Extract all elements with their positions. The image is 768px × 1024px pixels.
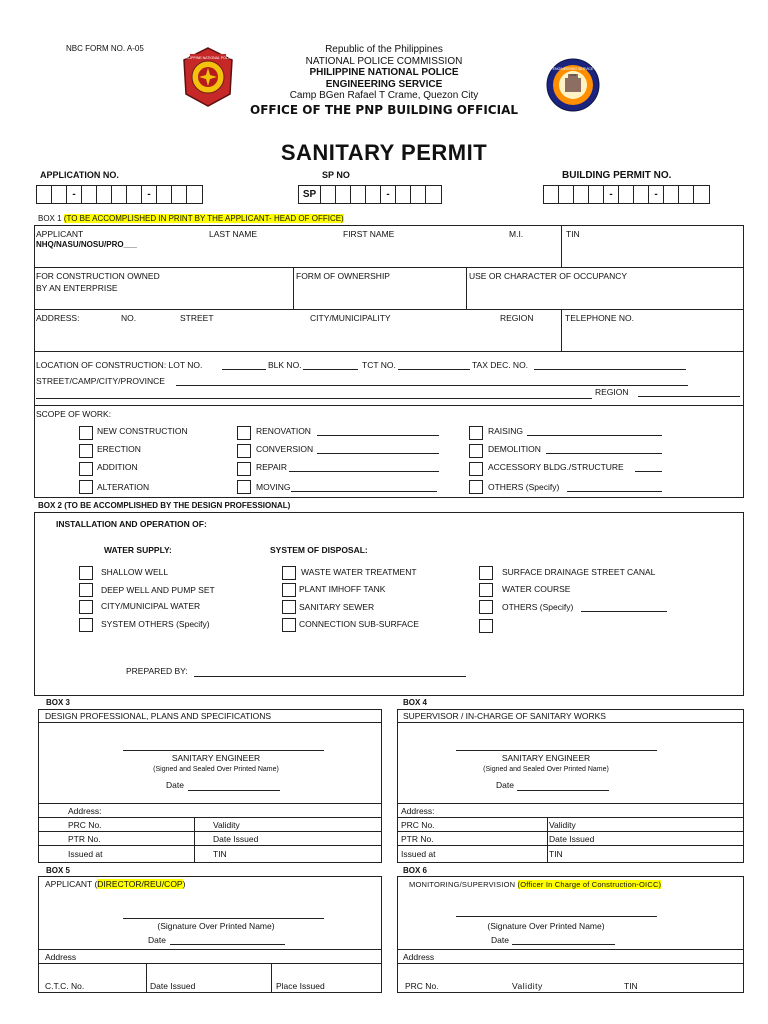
header-republic: Republic of the Philippines: [325, 44, 443, 55]
box5-frame: [38, 876, 382, 993]
header-office: OFFICE OF THE PNP BUILDING OFFICIAL: [250, 102, 518, 117]
building-permit-no-field[interactable]: - -: [543, 185, 710, 204]
scope-erection: ERECTION: [97, 444, 141, 454]
water-course-checkbox[interactable]: [479, 583, 493, 597]
box5-address: Address: [45, 952, 77, 962]
scope-raising: RAISING: [488, 426, 523, 436]
box2-label: BOX 2 (TO BE ACCOMPLISHED BY THE DESIGN PROFESSIONAL): [38, 501, 291, 510]
system-others-checkbox[interactable]: [79, 618, 93, 632]
box5-applicant: APPLICANT (DIRECTOR/REU/COP): [45, 879, 186, 889]
ws-shallow-well: SHALLOW WELL: [101, 567, 169, 577]
box3-signed: (Signed and Sealed Over Printed Name): [153, 766, 279, 773]
new-construction-checkbox[interactable]: [79, 426, 93, 440]
svg-text:1994: 1994: [569, 73, 577, 77]
box4-prc: PRC No.: [401, 820, 435, 830]
building-permit-no-label: BUILDING PERMIT NO.: [562, 170, 672, 181]
scope-moving: MOVING: [256, 482, 291, 492]
box6-tin: TIN: [624, 981, 638, 991]
box5-ctc: C.T.C. No.: [45, 981, 85, 991]
header-block: [0, 44, 768, 116]
box1-label: BOX 1 (TO BE ACCOMPLISHED IN PRINT BY THE APPLICANT- HEAD OF OFFICE): [38, 214, 344, 223]
scope-demolition: DEMOLITION: [488, 444, 541, 454]
sanitary-sewer-checkbox[interactable]: [282, 600, 296, 614]
box3-date-label: Date: [166, 780, 184, 790]
box6-date-label: Date: [491, 935, 509, 945]
svg-text:PHILIPPINE NATIONAL POLICE: PHILIPPINE NATIONAL POLICE: [182, 56, 234, 60]
box6-label: BOX 6: [403, 866, 428, 875]
box4-address: Address:: [401, 806, 435, 816]
ws-deep-well: DEEP WELL AND PUMP SET: [101, 585, 215, 595]
box3-tin: TIN: [213, 849, 227, 859]
repair-checkbox[interactable]: [237, 462, 251, 476]
application-no-label: APPLICATION NO.: [40, 170, 119, 180]
box3-validity: Validity: [213, 820, 240, 830]
accessory-checkbox[interactable]: [469, 462, 483, 476]
waste-water-checkbox[interactable]: [282, 566, 296, 580]
box4-date-issued: Date Issued: [549, 834, 595, 844]
addition-checkbox[interactable]: [79, 462, 93, 476]
taxdec-label: TAX DEC. NO.: [472, 360, 529, 370]
box3-issued-at: Issued at: [68, 849, 103, 859]
disposal-label: SYSTEM OF DISPOSAL:: [270, 545, 368, 555]
ws-system-others: SYSTEM OTHERS (Specify): [101, 619, 210, 629]
no-label: NO.: [121, 313, 137, 323]
sp-no-label: SP NO: [322, 170, 350, 180]
box5-signature: (Signature Over Printed Name): [157, 921, 275, 931]
box3-title: DESIGN PROFESSIONAL, PLANS AND SPECIFICATIONS: [45, 711, 272, 721]
box3-label: BOX 3: [46, 698, 71, 707]
installation-label: INSTALLATION AND OPERATION OF:: [56, 519, 207, 529]
page-title: SANITARY PERMIT: [280, 140, 488, 165]
alteration-checkbox[interactable]: [79, 480, 93, 494]
imhoff-checkbox[interactable]: [282, 583, 296, 597]
tin-label: TIN: [566, 229, 580, 239]
city-water-checkbox[interactable]: [79, 600, 93, 614]
box5-date-label: Date: [148, 935, 166, 945]
box4-issued-at: Issued at: [401, 849, 436, 859]
blk-label: BLK NO.: [268, 360, 302, 370]
shallow-well-checkbox[interactable]: [79, 566, 93, 580]
deep-well-checkbox[interactable]: [79, 583, 93, 597]
header-pnp: PHILIPPINE NATIONAL POLICE: [309, 67, 459, 78]
demolition-checkbox[interactable]: [469, 444, 483, 458]
extra-checkbox[interactable]: [479, 619, 493, 633]
svg-text:ENGINEERING SERVICE: ENGINEERING SERVICE: [552, 67, 594, 71]
last-name-label: LAST NAME: [209, 229, 258, 239]
box6-frame: [397, 876, 744, 993]
header-engineering: ENGINEERING SERVICE: [325, 78, 443, 90]
first-name-label: FIRST NAME: [343, 229, 395, 239]
location-lot-label: LOCATION OF CONSTRUCTION: LOT NO.: [36, 360, 203, 370]
others-disposal-checkbox[interactable]: [479, 600, 493, 614]
box4-tin: TIN: [549, 849, 563, 859]
others-checkbox[interactable]: [469, 480, 483, 494]
disp-water-course: WATER COURSE: [502, 584, 571, 594]
scope-new-construction: NEW CONSTRUCTION: [97, 426, 188, 436]
sub-surface-checkbox[interactable]: [282, 618, 296, 632]
region2-label: REGION: [595, 387, 629, 397]
applicant-label: APPLICANT: [36, 229, 84, 239]
box6-validity: Validity: [512, 981, 543, 991]
box5-date-issued: Date Issued: [150, 981, 196, 991]
region-label: REGION: [500, 313, 534, 323]
street-label: STREET: [180, 313, 214, 323]
form-of-ownership-label: FORM OF OWNERSHIP: [296, 271, 390, 281]
box4-engineer: SANITARY ENGINEER: [501, 753, 591, 763]
use-of-occupancy-label: USE OR CHARACTER OF OCCUPANCY: [469, 271, 628, 281]
unit-label: NHQ/NASU/NOSU/PRO___: [36, 240, 137, 249]
scope-conversion: CONVERSION: [256, 444, 314, 454]
disp-surface-drainage: SURFACE DRAINAGE STREET CANAL: [502, 567, 656, 577]
erection-checkbox[interactable]: [79, 444, 93, 458]
scope-renovation: RENOVATION: [256, 426, 311, 436]
application-no-field[interactable]: - -: [36, 185, 203, 204]
ws-city-water: CITY/MUNICIPAL WATER: [101, 601, 201, 611]
renovation-checkbox[interactable]: [237, 426, 251, 440]
box3-address: Address:: [68, 806, 102, 816]
box3-prc: PRC No.: [68, 820, 102, 830]
box6-address: Address: [403, 952, 435, 962]
box4-title: SUPERVISOR / IN-CHARGE OF SANITARY WORKS: [403, 711, 606, 721]
disp-sub-surface: CONNECTION SUB-SURFACE: [299, 619, 419, 629]
header-napolcom: NATIONAL POLICE COMMISSION: [305, 55, 463, 67]
disp-others: OTHERS (Specify): [502, 602, 574, 612]
prepared-by-label: PREPARED BY:: [126, 666, 188, 676]
conversion-checkbox[interactable]: [237, 444, 251, 458]
box4-ptr: PTR No.: [401, 834, 434, 844]
scope-others: OTHERS (Specify): [488, 482, 560, 492]
box6-prc: PRC No.: [405, 981, 439, 991]
header-camp: Camp BGen Rafael T Crame, Quezon City: [289, 90, 479, 101]
box5-label: BOX 5: [46, 866, 71, 875]
box4-date-label: Date: [496, 780, 514, 790]
water-supply-label: WATER SUPPLY:: [104, 545, 172, 555]
form-number: NBC FORM NO. A-05: [66, 44, 144, 53]
telephone-label: TELEPHONE NO.: [565, 313, 634, 323]
construction-owned-label: FOR CONSTRUCTION OWNED: [36, 271, 160, 281]
surface-drainage-checkbox[interactable]: [479, 566, 493, 580]
box6-signature: (Signature Over Printed Name): [487, 921, 605, 931]
city-label: CITY/MUNICIPALITY: [310, 313, 391, 323]
tct-label: TCT NO.: [362, 360, 396, 370]
scope-alteration: ALTERATION: [97, 482, 150, 492]
box3-ptr: PTR No.: [68, 834, 101, 844]
scope-repair: REPAIR: [256, 462, 288, 472]
disp-sanitary-sewer: SANITARY SEWER: [299, 602, 375, 612]
box3-date-issued: Date Issued: [213, 834, 259, 844]
box4-signed: (Signed and Sealed Over Printed Name): [483, 766, 609, 773]
scope-accessory: ACCESSORY BLDG./STRUCTURE: [488, 462, 624, 472]
by-enterprise-label: BY AN ENTERPRISE: [36, 283, 118, 293]
box3-engineer: SANITARY ENGINEER: [171, 753, 261, 763]
moving-checkbox[interactable]: [237, 480, 251, 494]
raising-checkbox[interactable]: [469, 426, 483, 440]
address-label: ADDRESS:: [36, 313, 80, 323]
street-camp-label: STREET/CAMP/CITY/PROVINCE: [36, 376, 165, 386]
prepared-by-line[interactable]: [194, 676, 466, 677]
scope-addition: ADDITION: [97, 462, 138, 472]
box4-validity: Validity: [549, 820, 576, 830]
sp-no-field[interactable]: SP -: [298, 185, 442, 204]
mi-label: M.I.: [509, 229, 524, 239]
disp-waste-water: WASTE WATER TREATMENT: [301, 567, 417, 577]
box4-label: BOX 4: [403, 698, 428, 707]
box6-monitoring: MONITORING/SUPERVISION (Officer In Charge of Construction-OICC): [409, 880, 662, 889]
scope-of-work-label: SCOPE OF WORK:: [36, 409, 112, 419]
disp-imhoff: PLANT IMHOFF TANK: [299, 584, 386, 594]
box5-place-issued: Place Issued: [276, 981, 325, 991]
